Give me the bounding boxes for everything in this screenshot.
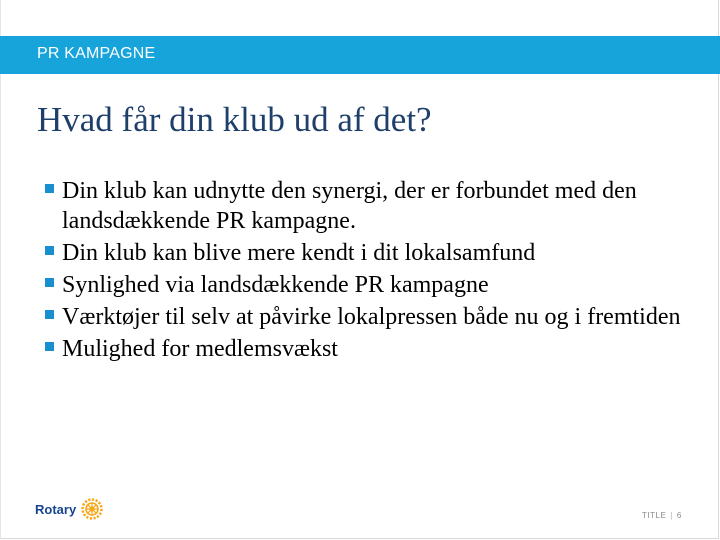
footer-title-label: TITLE — [642, 511, 667, 520]
bullet-item — [44, 334, 704, 364]
page-number: 6 — [676, 511, 682, 520]
bullet-list — [44, 176, 704, 366]
bullet-item — [44, 238, 704, 268]
header-label: PR KAMPAGNE — [37, 45, 156, 62]
bullet-item — [44, 176, 704, 236]
slide-footer-meta — [642, 511, 682, 520]
bullet-marker-icon — [45, 278, 54, 287]
bullet-marker-icon — [45, 342, 54, 351]
bullet-text: Din klub kan blive mere kendt i dit lokalsamfund — [62, 240, 536, 266]
bullet-text: Synlighed via landsdækkende PR kampagne — [62, 272, 489, 298]
bullet-item — [44, 270, 704, 300]
bullet-text: Værktøjer til selv at påvirke lokalpressen både nu og i fremtiden — [62, 304, 681, 330]
rotary-wheel-icon — [80, 497, 104, 521]
bullet-marker-icon — [45, 246, 54, 255]
footer-divider: | — [670, 511, 673, 520]
bullet-marker-icon — [45, 184, 54, 193]
rotary-logo — [35, 495, 104, 523]
bullet-marker-icon — [45, 310, 54, 319]
bullet-text: Mulighed for medlemsvækst — [62, 336, 338, 362]
bullet-text: Din klub kan udnytte den synergi, der er forbundet med den landsdækkende PR kampagne. — [62, 178, 637, 234]
bullet-item — [44, 302, 704, 332]
logo-text: Rotary — [35, 501, 77, 517]
slide-title: Hvad får din klub ud af det? — [37, 100, 432, 139]
